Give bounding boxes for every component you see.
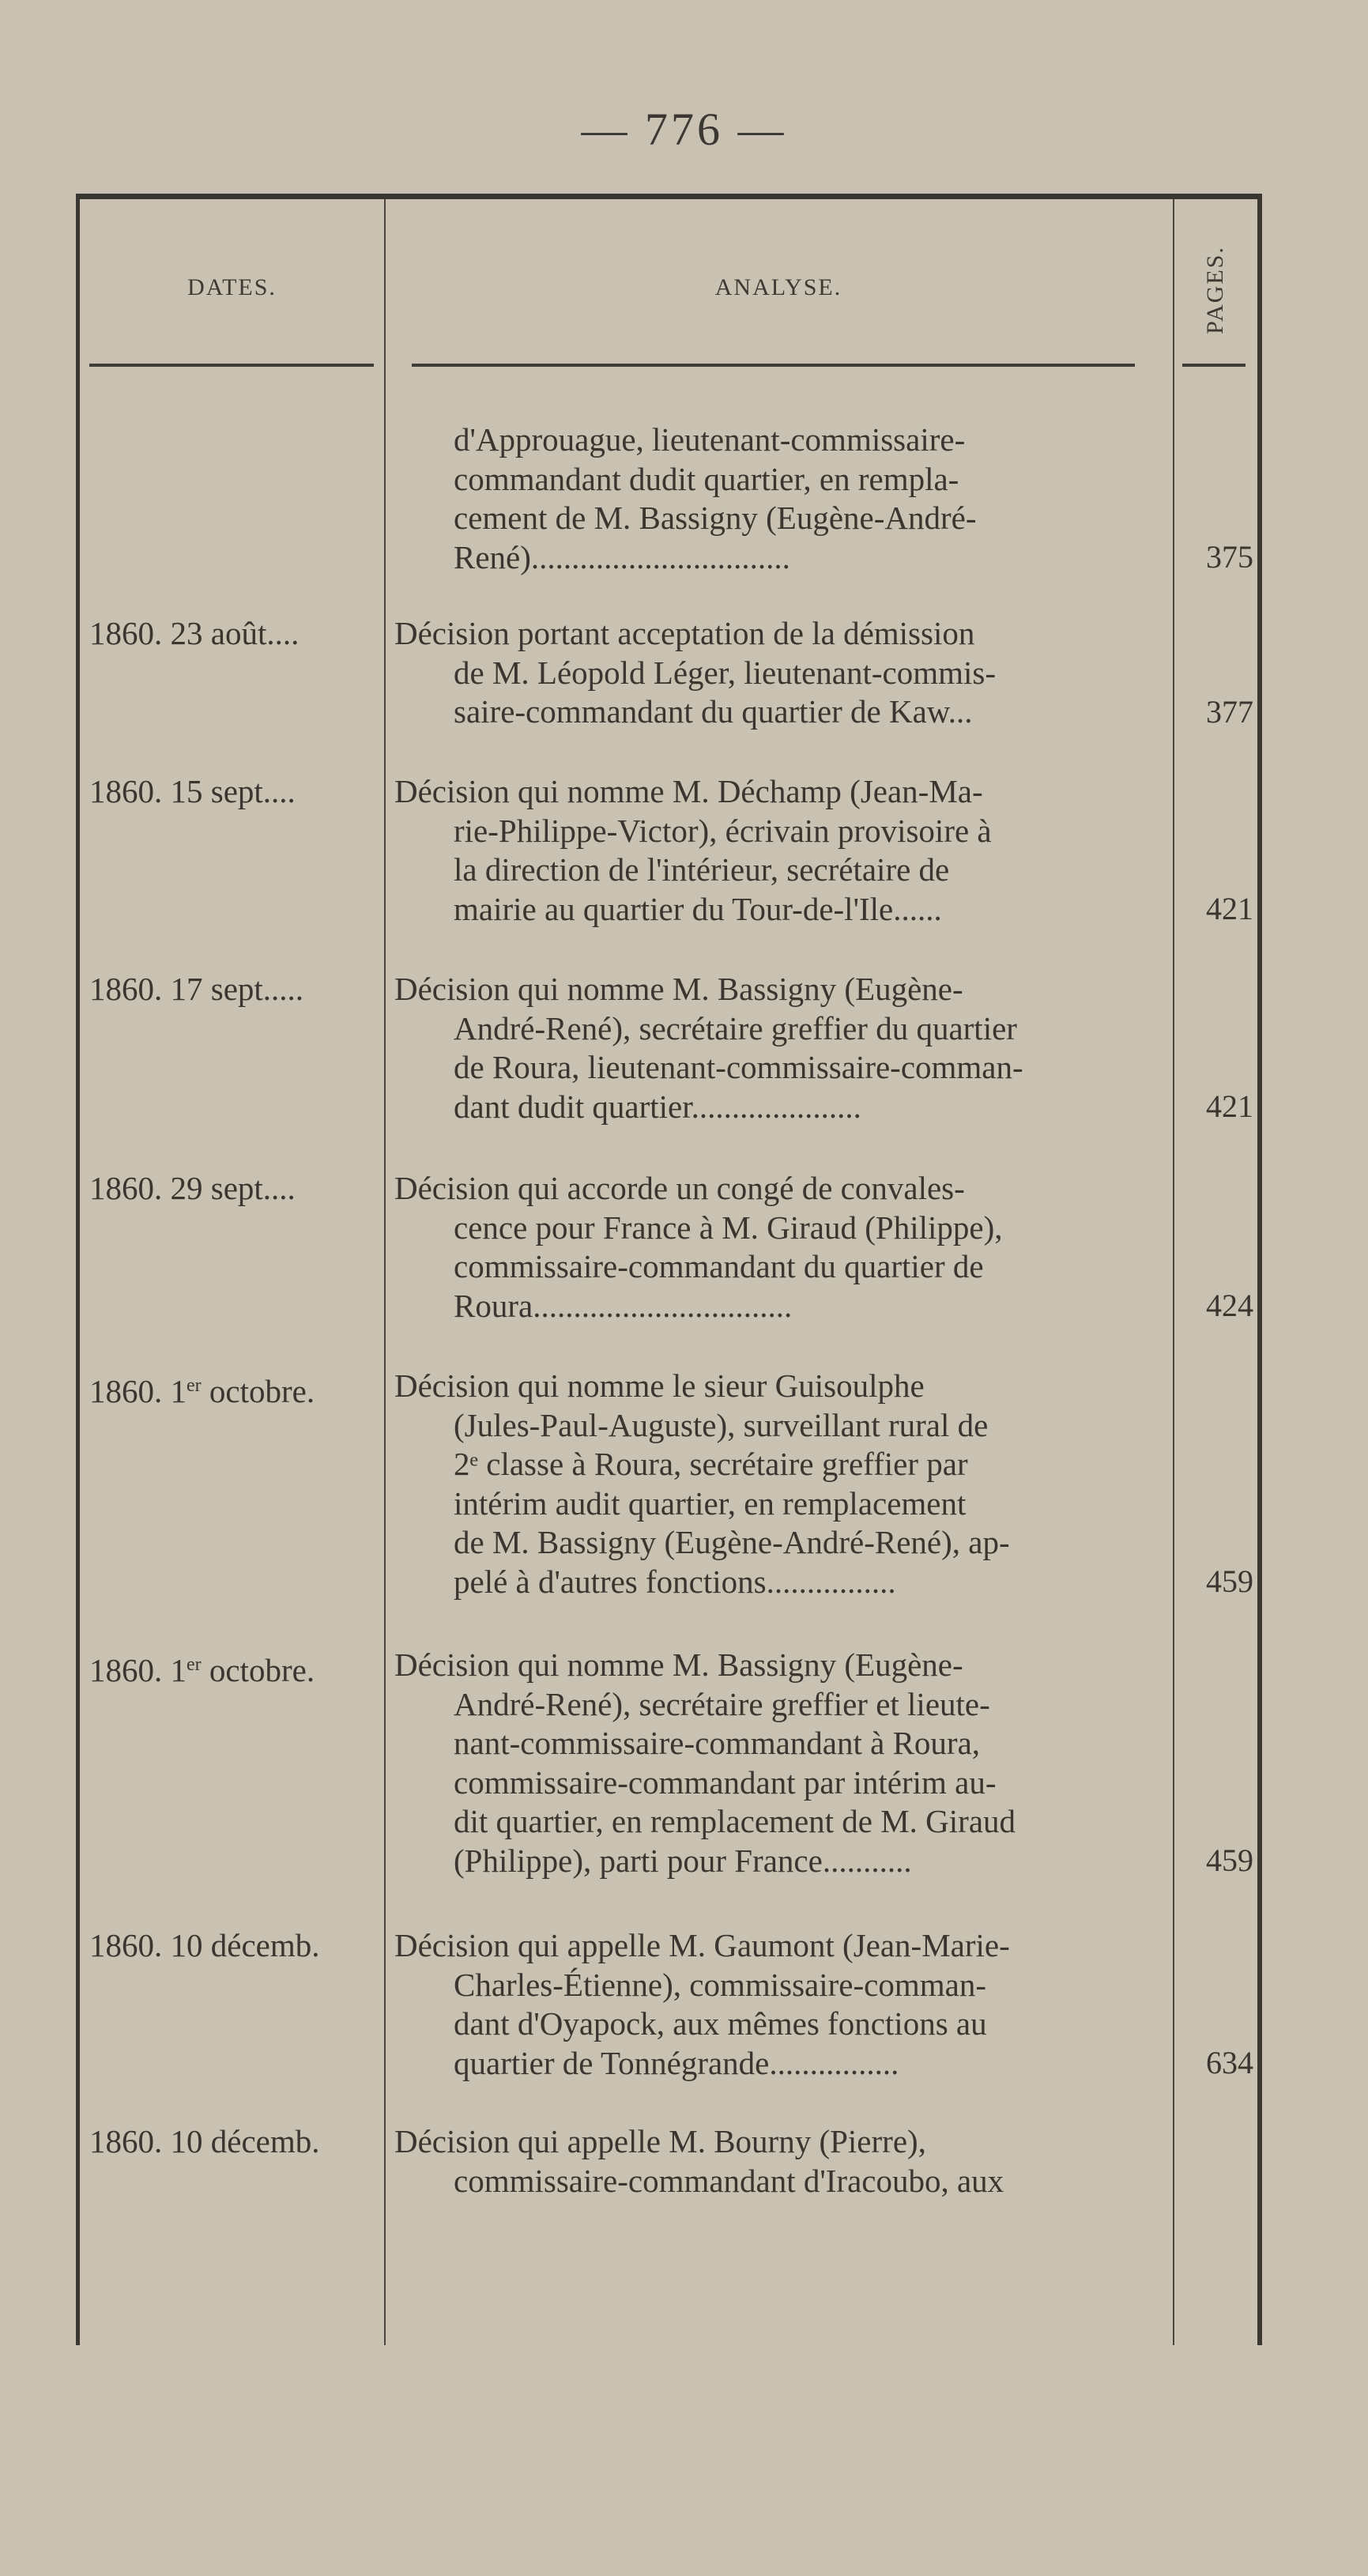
entry-page: 421: [1206, 1088, 1253, 1124]
column-divider-pages: [1173, 199, 1174, 2345]
analysis-line: mairie au quartier du Tour-de-l'Ile......: [454, 890, 942, 927]
analysis-line: Décision qui nomme le sieur Guisoulphe: [394, 1367, 925, 1404]
analysis-line: pelé à d'autres fonctions................: [454, 1563, 896, 1600]
entry-date: 1860. 29 sept....: [89, 1170, 296, 1206]
header-analyse: ANALYSE.: [714, 274, 842, 300]
entry-analysis: [394, 1646, 1165, 1880]
entry-analysis: [394, 1169, 1165, 1326]
entry-analysis: [394, 772, 1165, 929]
analysis-line: 2ᵉ classe à Roura, secrétaire greffier par: [454, 1446, 968, 1482]
entry-date: [89, 1646, 382, 1691]
analysis-line: Décision qui nomme M. Bassigny (Eugène-: [394, 971, 963, 1007]
analysis-line: André-René), secrétaire greffier et lieute-: [454, 1685, 990, 1722]
analysis-line: la direction de l'intérieur, secrétaire de: [454, 851, 950, 888]
analysis-line: de Roura, lieutenant-commissaire-comman-: [454, 1049, 1023, 1085]
analysis-line: intérim audit quartier, en remplacement: [454, 1484, 967, 1522]
entry-page: 459: [1206, 1842, 1253, 1878]
analysis-line: (Philippe), parti pour France...........: [454, 1842, 912, 1879]
entry-page: 424: [1206, 1288, 1253, 1323]
entry-analysis: [394, 970, 1165, 1126]
entry-analysis: [394, 2122, 1165, 2201]
header-rule-dates: [89, 364, 374, 367]
entry-page: 375: [1206, 539, 1253, 575]
analysis-line: Charles-Étienne), commissaire-comman-: [454, 1966, 986, 2003]
analysis-line: cence pour France à M. Giraud (Philippe),: [454, 1209, 1003, 1246]
analysis-line: Décision portant acceptation de la démission: [394, 615, 975, 651]
entry-date: 1860. 23 août....: [89, 615, 300, 651]
header-rule-analyse: [412, 364, 1135, 367]
analysis-line: commandant dudit quartier, en rempla-: [454, 460, 959, 497]
analysis-line: René)................................: [454, 538, 790, 575]
entry-page: 421: [1206, 891, 1253, 926]
register-table: [76, 194, 1262, 2345]
analysis-line: Roura................................: [454, 1287, 793, 1324]
date-text: 1860. 1: [89, 1373, 187, 1409]
date-text: octobre.: [201, 1373, 315, 1409]
analysis-line: (Jules-Paul-Auguste), surveillant rural de: [454, 1406, 989, 1443]
entry-date: 1860. 10 décemb.: [89, 2123, 320, 2159]
date-text: octobre.: [201, 1652, 315, 1688]
analysis-line: d'Approuague, lieutenant-commissaire-: [454, 421, 966, 458]
analysis-line: Décision qui appelle M. Bourny (Pierre),: [394, 2123, 926, 2159]
analysis-line: de M. Léopold Léger, lieutenant-commis-: [454, 654, 997, 691]
analysis-line: rie-Philippe-Victor), écrivain provisoire à: [454, 812, 992, 849]
page-number: — 776 —: [581, 104, 787, 155]
date-ordinal: er: [187, 1654, 202, 1675]
entry-page: 377: [1206, 694, 1253, 730]
header-pages-label: PAGES.: [1201, 246, 1228, 334]
column-divider-dates: [384, 199, 386, 2345]
entry-page: 459: [1206, 1563, 1253, 1599]
header-dates: DATES.: [187, 274, 277, 300]
header-rule-pages: [1182, 364, 1246, 367]
entry-analysis: [394, 1926, 1165, 2083]
entry-date: 1860. 17 sept.....: [89, 971, 304, 1007]
analysis-line: commissaire-commandant du quartier de: [454, 1248, 984, 1284]
analysis-line: Décision qui nomme M. Déchamp (Jean-Ma-: [394, 773, 983, 809]
analysis-line: dant dudit quartier.....................: [454, 1088, 861, 1125]
analysis-line: saire-commandant du quartier de Kaw...: [454, 693, 973, 730]
date-ordinal: er: [187, 1375, 202, 1396]
analysis-line: André-René), secrétaire greffier du quartier: [454, 1009, 1017, 1047]
entry-analysis: [394, 1367, 1165, 1601]
entry-date: [89, 1367, 382, 1412]
entry-analysis: [394, 421, 1165, 577]
date-text: 1860. 1: [89, 1652, 187, 1688]
analysis-line: Décision qui nomme M. Bassigny (Eugène-: [394, 1646, 963, 1683]
header-pages: [1173, 231, 1257, 349]
analysis-line: Décision qui accorde un congé de convales-: [394, 1170, 965, 1206]
entry-date: 1860. 10 décemb.: [89, 1927, 320, 1963]
analysis-line: commissaire-commandant d'Iracoubo, aux: [454, 2162, 1004, 2199]
analysis-line: quartier de Tonnégrande................: [454, 2044, 899, 2081]
analysis-line: de M. Bassigny (Eugène-André-René), ap-: [454, 1524, 1010, 1560]
analysis-line: dit quartier, en remplacement de M. Giraud: [454, 1803, 1016, 1839]
analysis-line: nant-commissaire-commandant à Roura,: [454, 1725, 981, 1761]
analysis-line: Décision qui appelle M. Gaumont (Jean-Marie-: [394, 1927, 1010, 1963]
entry-page: 634: [1206, 2045, 1253, 2080]
entry-analysis: [394, 614, 1165, 732]
analysis-line: cement de M. Bassigny (Eugène-André-: [454, 500, 977, 536]
entry-date: 1860. 15 sept....: [89, 773, 296, 809]
analysis-line: dant d'Oyapock, aux mêmes fonctions au: [454, 2005, 987, 2042]
analysis-line: commissaire-commandant par intérim au-: [454, 1763, 997, 1801]
